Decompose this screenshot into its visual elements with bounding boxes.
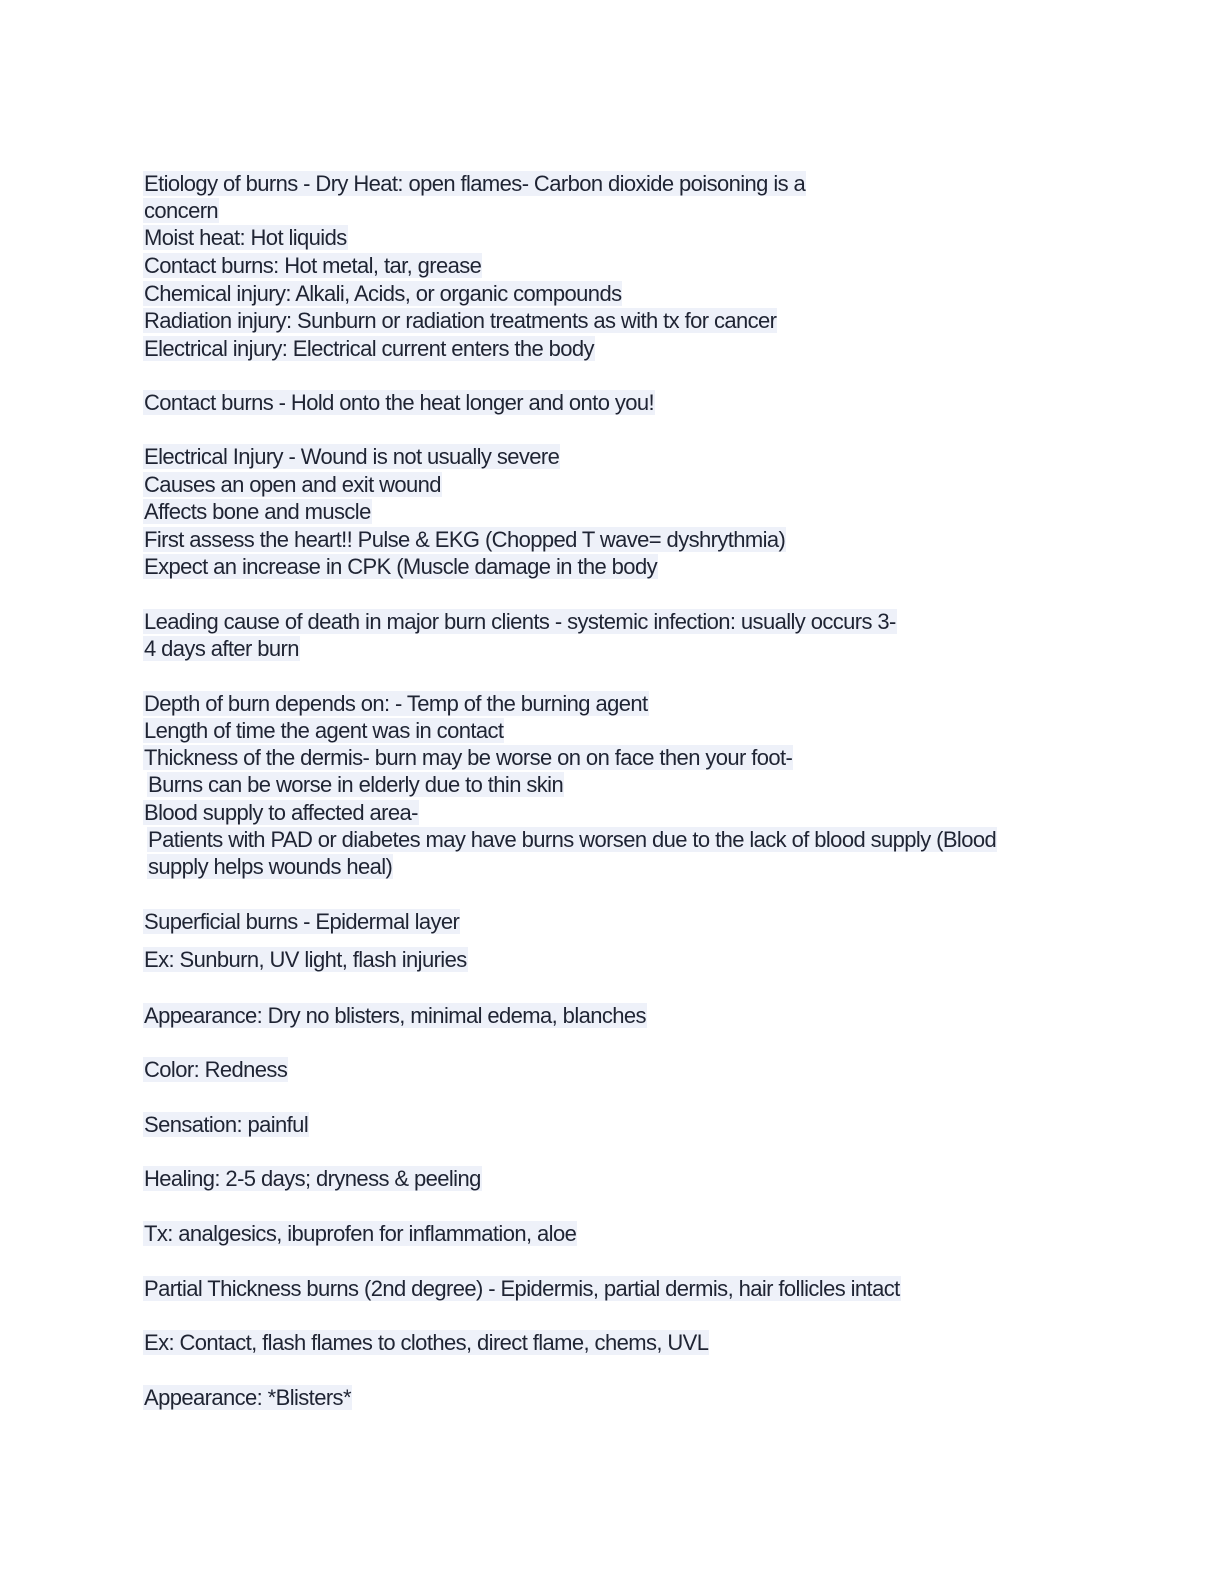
text-line: Appearance: Dry no blisters, minimal edema, blanches [144, 1003, 646, 1028]
text-line: Affects bone and muscle [144, 499, 371, 524]
text-line: 4 days after burn [144, 636, 299, 661]
text-line: Appearance: *Blisters* [144, 1385, 351, 1410]
text-line: Tx: analgesics, ibuprofen for inflammation, aloe [144, 1221, 577, 1246]
text-line: Healing: 2-5 days; dryness & peeling [144, 1166, 481, 1191]
text-line: Causes an open and exit wound [144, 472, 441, 497]
text-line: Contact burns: Hot metal, tar, grease [144, 253, 482, 278]
text-line: Etiology of burns - Dry Heat: open flames- Carbon dioxide poisoning is a [144, 171, 806, 196]
text-line: Contact burns - Hold onto the heat longer and onto you! [144, 390, 655, 415]
text-line: Burns can be worse in elderly due to thin skin [148, 772, 564, 797]
text-line: Moist heat: Hot liquids [144, 225, 347, 250]
text-line: supply helps wounds heal) [148, 854, 393, 879]
text-line: Depth of burn depends on: - Temp of the burning agent [144, 691, 648, 716]
text-line: Leading cause of death in major burn clients - systemic infection: usually occurs 3- [144, 609, 896, 634]
text-line: Patients with PAD or diabetes may have burns worsen due to the lack of blood supply (Blood [148, 827, 997, 852]
text-line: First assess the heart!! Pulse & EKG (Chopped T wave= dyshrythmia) [144, 527, 786, 552]
text-line: Superficial burns - Epidermal layer [144, 909, 460, 934]
text-line: Chemical injury: Alkali, Acids, or organic compounds [144, 281, 622, 306]
text-line: Length of time the agent was in contact [144, 718, 504, 743]
text-line: Thickness of the dermis- burn may be worse on on face then your foot- [144, 745, 793, 770]
text-line: Partial Thickness burns (2nd degree) - Epidermis, partial dermis, hair follicles intact [144, 1276, 900, 1301]
text-line: Sensation: painful [144, 1112, 309, 1137]
text-line: Ex: Contact, flash flames to clothes, direct flame, chems, UVL [144, 1330, 709, 1355]
text-line: concern [144, 198, 219, 223]
text-line: Electrical Injury - Wound is not usually severe [144, 444, 560, 469]
text-line: Blood supply to affected area- [144, 800, 418, 825]
text-line: Color: Redness [144, 1057, 288, 1082]
text-line: Electrical injury: Electrical current enters the body [144, 336, 594, 361]
text-line: Expect an increase in CPK (Muscle damage in the body [144, 554, 657, 579]
text-line: Ex: Sunburn, UV light, flash injuries [144, 947, 467, 972]
text-line: Radiation injury: Sunburn or radiation treatments as with tx for cancer [144, 308, 777, 333]
